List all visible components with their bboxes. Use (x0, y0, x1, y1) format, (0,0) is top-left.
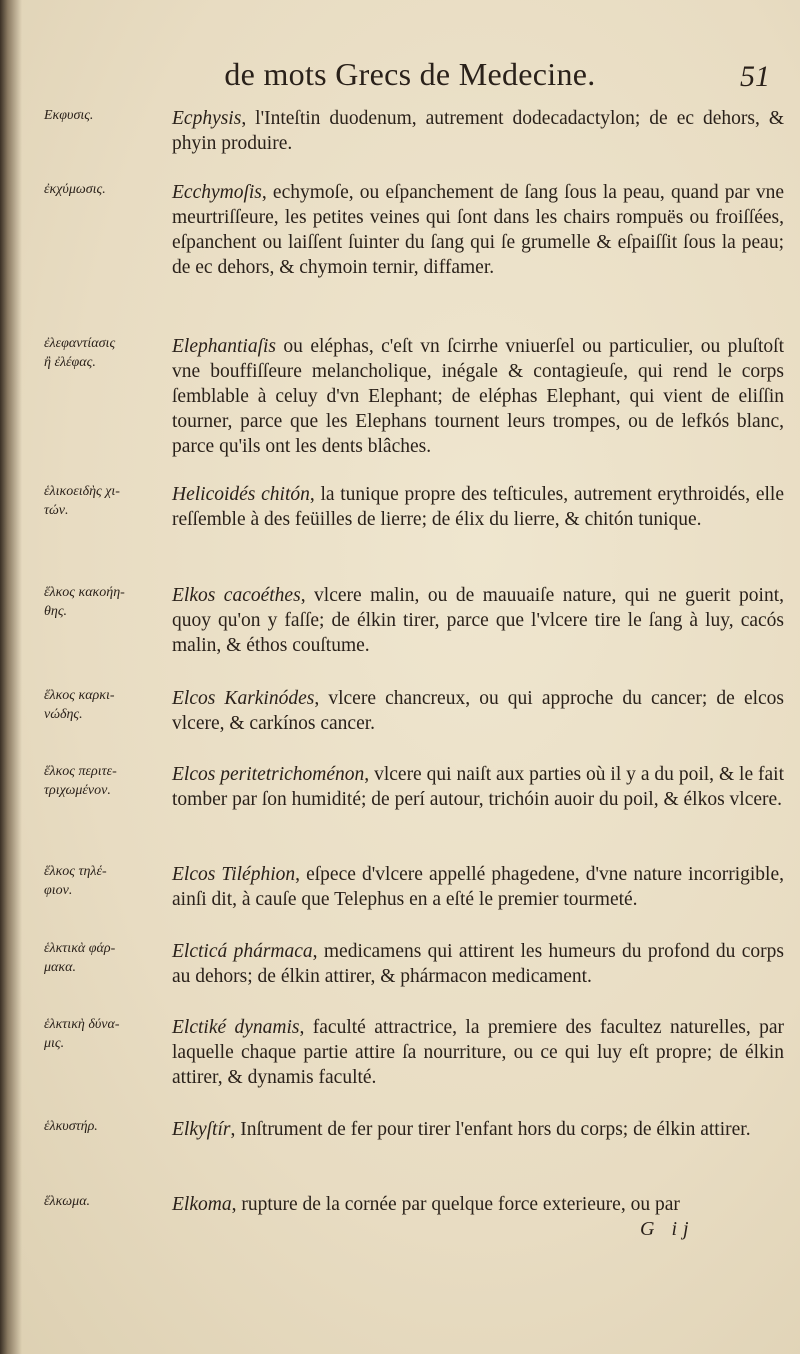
greek-term: ἕλκος κακοήη- θης. (44, 585, 125, 619)
headword: Elephantiaſis (172, 336, 276, 357)
headword: Elkoma (172, 1194, 232, 1215)
headword: Ecchymoſis (172, 182, 262, 203)
entry-body (172, 1192, 784, 1217)
page-number: 51 (740, 60, 770, 93)
entry-body (172, 686, 784, 736)
definition: , vlcere chancreux, ou qui approche du cancer; de elcos vlcere, & carkínos cancer. (172, 688, 785, 734)
definition: , rupture de la cornée par quelque force exterieure, ou par (231, 1194, 680, 1215)
greek-term: ἑλκυστήρ. (44, 1119, 98, 1134)
definition: , echymoſe, ou eſpanchement de ſang ſous la peau, quand par vne meurtriſſeure, les petites veines qui ſont dans les chairs rompuës ou froiſſées, eſpanchent ou laiſſent ſuinter du ſang qui ſe grumelle & eſpaiſſit ſous la peau; de ec dehors, & chymoin ternir, diffamer. (172, 182, 784, 278)
definition: , eſpece d'vlcere appellé phagedene, d'vne nature incorrigible, ainſi dit, à cauſe que Telephus en a eſté le premier tourmeté. (172, 864, 784, 910)
headword: Helicoidés chitón (172, 484, 310, 505)
greek-term: ἑλικοειδὴς χι- τών. (44, 484, 120, 518)
headword: Elcos Tiléphion (172, 864, 296, 885)
running-head: de mots Grecs de Medecine. (224, 56, 596, 92)
page-binding-shadow (0, 0, 22, 1354)
signature-mark: G ij (640, 1218, 695, 1240)
entry-body (172, 583, 784, 658)
definition: ou eléphas, c'eſt vn ſcirrhe vniuerſel ou particulier, ou pluſtoſt vne bouffiſſeure melancholique, inégale & contagieuſe, qui rend le corps ſemblable à celuy d'vn Elephant; de eléphas Elephant, qui vient de eliſſin tourner, parce que les Elephans tournent leurs trompes, ou de lefkós blanc, parce qu'ils ont les dents blâches. (172, 336, 784, 457)
entry-body (172, 1117, 784, 1142)
headword: Ecphysis (172, 108, 242, 129)
definition: , faculté attractrice, la premiere des facultez naturelles, par laquelle chaque partie attire ſa nourriture, ou ce qui luy eſt propre; de élkin attirer, & dynamis faculté. (172, 1017, 784, 1088)
entry-body (172, 762, 784, 812)
greek-term: ἕλκος τηλέ- φιον. (44, 864, 107, 898)
entry-body (172, 939, 784, 989)
greek-term: ἕλκος καρκι- νώδης. (44, 688, 115, 722)
headword: Elcticá phármaca (172, 941, 313, 962)
greek-term: ἕλκωμα. (44, 1194, 91, 1209)
headword: Elcos Karkinódes (172, 688, 315, 709)
headword: Elkyſtír (172, 1119, 231, 1140)
entry-body (172, 482, 784, 532)
entry-body (172, 334, 784, 459)
headword: Elcos peritetrichoménon (172, 764, 365, 785)
greek-term: ἐκχύμωσις. (44, 182, 106, 197)
entry-body (172, 862, 784, 912)
entry-body (172, 180, 784, 280)
greek-term: ἕλκος περιτε- τριχωμένον. (44, 764, 117, 798)
entry-body (172, 1015, 784, 1090)
greek-term: Εκφυσις. (44, 108, 94, 123)
definition: , Inſtrument de fer pour tirer l'enfant hors du corps; de élkin attirer. (230, 1119, 751, 1140)
definition: , vlcere qui naiſt aux parties où il y a du poil, & le fait tomber par ſon humidité; de perí autour, trichóin auoir du poil, & élkos vlcere. (172, 764, 785, 810)
greek-term: ἑλκτικὰ φάρ- μακα. (44, 941, 116, 975)
greek-term: ἑλκτικὴ δύνα- μις. (44, 1017, 120, 1051)
definition: , vlcere malin, ou de mauuaiſe nature, qui ne guerit point, quoy qu'on y faſſe; de élkin tirer, parce que l'vlcere tire le ſang à luy, cacós malin, & éthos couſtume. (172, 585, 784, 656)
definition: , l'Inteſtin duodenum, autrement dodecadactylon; de ec dehors, & phyin produire. (172, 108, 784, 154)
entry-body (172, 106, 784, 156)
definition: , medicamens qui attirent les humeurs du profond du corps au dehors; de élkin attirer, & phármacon medicament. (172, 941, 784, 987)
headword: Elkos cacoéthes (172, 585, 301, 606)
greek-term: ἐλεφαντίασις ἢ ἐλέφας. (44, 336, 116, 370)
headword: Elctiké dynamis (172, 1017, 300, 1038)
definition: , la tunique propre des teſticules, autrement erythroidés, elle reſſemble à des feüilles de lierre; de élix du lierre, & chitón tunique. (172, 484, 784, 530)
